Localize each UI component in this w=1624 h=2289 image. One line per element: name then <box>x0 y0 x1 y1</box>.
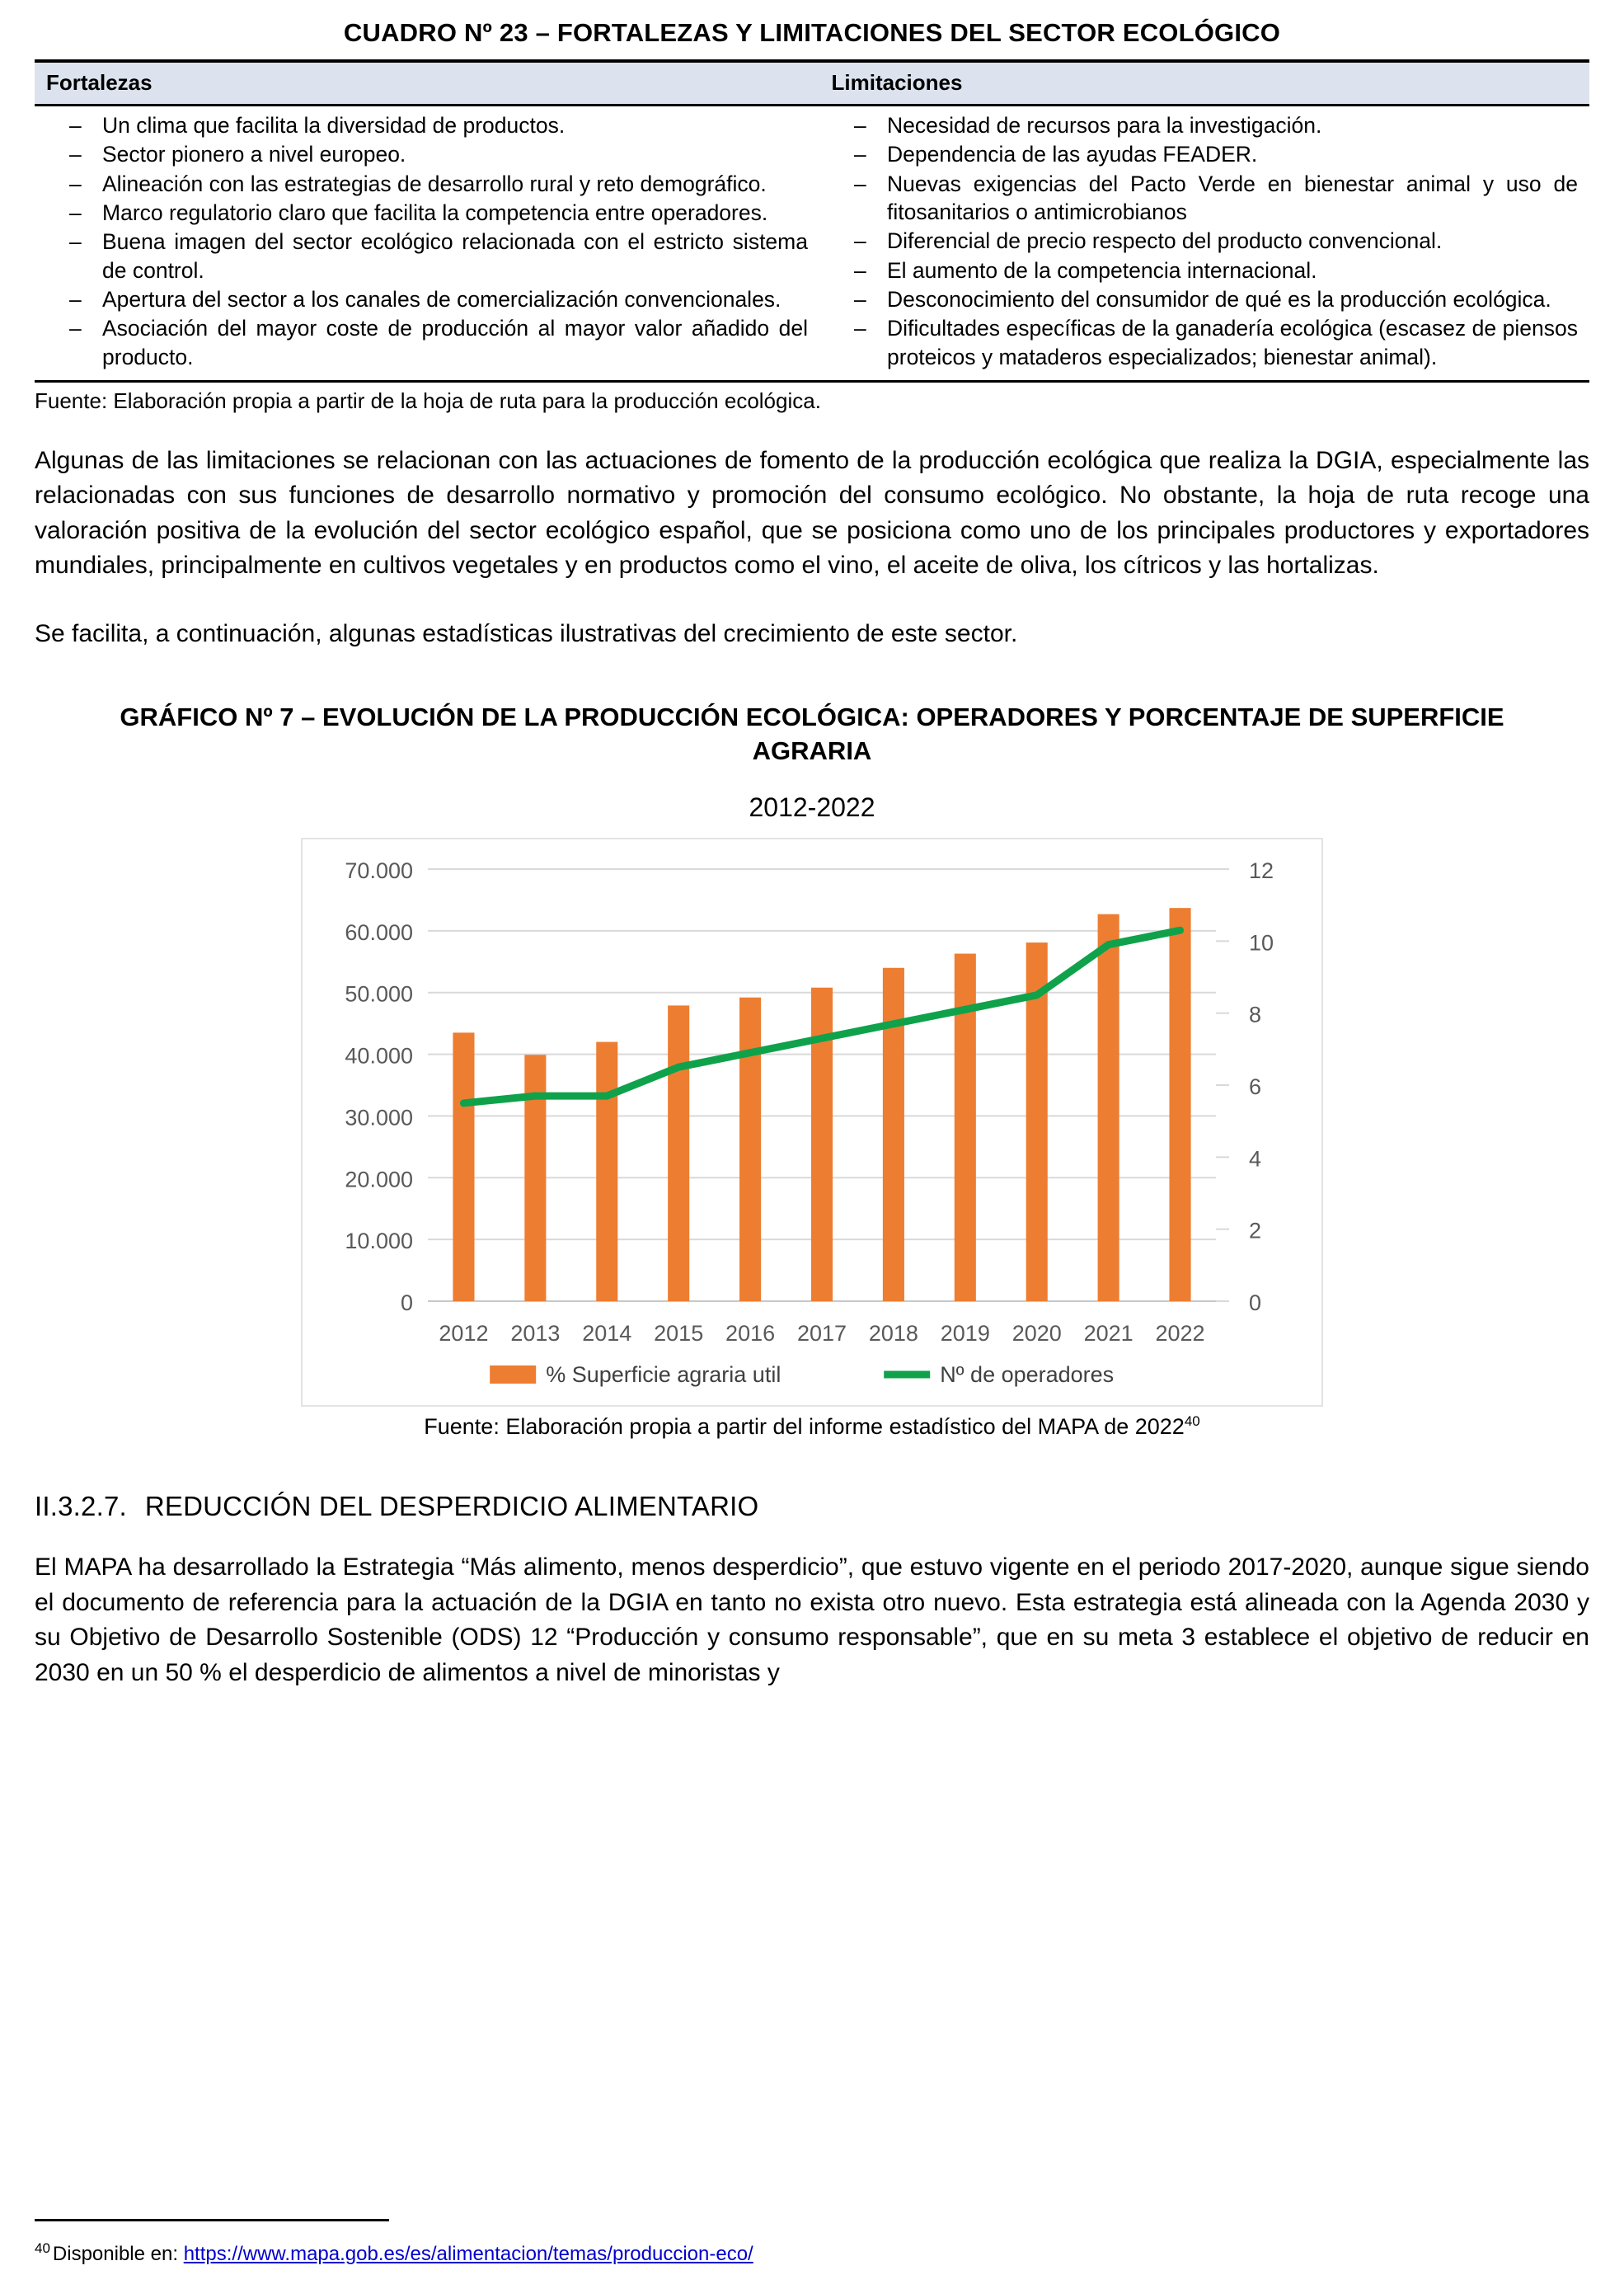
footnote-40 <box>35 2240 1589 2268</box>
footnote-separator <box>35 2219 389 2221</box>
cuadro-title: CUADRO Nº 23 – FORTALEZAS Y LIMITACIONES DEL SECTOR ECOLÓGICO <box>343 18 1281 47</box>
strengths-cell <box>35 106 819 382</box>
combo-chart <box>303 839 1321 1405</box>
footnote-marker: 40 <box>35 2240 50 2256</box>
y-axis-right-tick: 2 <box>1249 1218 1262 1243</box>
section-heading <box>35 1491 1589 1522</box>
limitations-list <box>831 111 1578 371</box>
y-axis-right-tick: 12 <box>1249 858 1274 884</box>
list-item: – Diferencial de precio respecto del producto convencional. <box>831 227 1578 255</box>
list-item: – Un clima que facilita la diversidad de productos. <box>46 111 808 139</box>
bar-2022 <box>1170 908 1191 1301</box>
bar-2015 <box>668 1005 689 1301</box>
list-item: – El aumento de la competencia internacional. <box>831 256 1578 284</box>
strengths-limitations-table <box>35 59 1589 383</box>
bar-2012 <box>453 1032 474 1301</box>
list-item: – Apertura del sector a los canales de comercialización convencionales. <box>46 285 808 313</box>
x-axis-tick-2012: 2012 <box>439 1321 489 1347</box>
y-axis-left-tick: 60.000 <box>345 919 413 945</box>
x-axis-tick-2021: 2021 <box>1083 1321 1134 1347</box>
bar-2018 <box>883 968 904 1301</box>
y-axis-right-tick: 8 <box>1249 1002 1262 1027</box>
table-header-strengths: Fortalezas <box>35 61 819 106</box>
body-text-block <box>35 444 1589 652</box>
chart-source-text: Fuente: Elaboración propia a partir del informe estadístico del MAPA de 2022 <box>424 1414 1185 1440</box>
table-source-note: Fuente: Elaboración propia a partir de la hoja de ruta para la producción ecológica. <box>35 388 821 413</box>
section-number: II.3.2.7. <box>35 1491 127 1522</box>
list-item: – Necesidad de recursos para la investigación. <box>831 111 1578 139</box>
list-item: – Buena imagen del sector ecológico relacionada con el estricto sistema de control. <box>46 228 808 284</box>
grafico-title: GRÁFICO Nº 7 – EVOLUCIÓN DE LA PRODUCCIÓN ECOLÓGICA: OPERADORES Y PORCENTAJE DE SUPERFICIE AGRARIA <box>120 702 1504 765</box>
footnote-label: Disponible en: <box>52 2242 179 2265</box>
y-axis-left-tick: 70.000 <box>345 858 413 884</box>
table-header-limitations: Limitaciones <box>819 61 1589 106</box>
list-item: – Marco regulatorio claro que facilita la competencia entre operadores. <box>46 199 808 227</box>
y-axis-left-tick: 50.000 <box>345 981 413 1007</box>
y-axis-left-tick: 30.000 <box>345 1105 413 1130</box>
x-axis-tick-2020: 2020 <box>1011 1321 1062 1347</box>
paragraph-1: Algunas de las limitaciones se relacionan con las actuaciones de fomento de la producción ecológica que realiza la DGIA, especialmente las relacionadas con sus funciones de desarrollo normativo y promoción del consumo ecológico. No obstante, la hoja de ruta recoge una valoración positiva de la evolución del sector ecológico español, que se posiciona como uno de los principales productores y exportadores mundiales, principalmente en cultivos vegetales y en productos como el vino, el aceite de oliva, los cítricos y las hortalizas. <box>35 446 1589 580</box>
y-axis-right-tick: 10 <box>1249 930 1274 956</box>
x-axis-tick-2022: 2022 <box>1155 1321 1205 1347</box>
paragraph-2: Se facilita, a continuación, algunas estadísticas ilustrativas del crecimiento de este sector. <box>35 619 1018 647</box>
y-axis-right-tick: 0 <box>1249 1290 1262 1316</box>
list-item: – Dificultades específicas de la ganadería ecológica (escasez de piensos proteicos y mataderos especializados; bienestar animal). <box>831 314 1578 371</box>
section-block <box>35 1491 1589 1690</box>
legend-label-2: Nº de operadores <box>940 1362 1115 1388</box>
table-header-row <box>35 61 1589 106</box>
chart-source-note <box>35 1413 1589 1440</box>
bar-2021 <box>1098 914 1119 1301</box>
chart-source-footnote-marker: 40 <box>1184 1413 1200 1430</box>
y-axis-right-tick: 6 <box>1249 1074 1262 1100</box>
table-row <box>35 106 1589 382</box>
list-item: – Asociación del mayor coste de producción al mayor valor añadido del producto. <box>46 314 808 371</box>
grafico-period: 2012-2022 <box>749 792 875 823</box>
paragraph-3: El MAPA ha desarrollado la Estrategia “Más alimento, menos desperdicio”, que estuvo vigente en el periodo 2017-2020, aunque sigue siendo el documento de referencia para la actuación de la DGIA en tanto no exista otro nuevo. Esta estrategia está alineada con la Agenda 2030 y su Objetivo de Desarrollo Sostenible (ODS) 12 “Producción y consumo responsable”, que en su meta 3 establece el objetivo de reducir en 2030 en un 50 % el desperdicio de alimentos a nivel de minoristas y <box>35 1553 1589 1686</box>
limitations-cell <box>819 106 1589 382</box>
footnote-link[interactable]: https://www.mapa.gob.es/es/alimentacion/temas/produccion-eco/ <box>183 2242 753 2265</box>
chart-container <box>301 838 1323 1407</box>
y-axis-left-tick: 10.000 <box>345 1229 413 1254</box>
x-axis-tick-2015: 2015 <box>654 1321 704 1347</box>
list-item: – Alineación con las estrategias de desarrollo rural y reto demográfico. <box>46 170 808 198</box>
x-axis-tick-2018: 2018 <box>868 1321 918 1347</box>
y-axis-right-tick: 4 <box>1249 1146 1262 1172</box>
legend-swatch-bar <box>490 1365 536 1384</box>
list-item: – Nuevas exigencias del Pacto Verde en bienestar animal y uso de fitosanitarios o antimicrobianos <box>831 170 1578 227</box>
list-item: – Dependencia de las ayudas FEADER. <box>831 140 1578 168</box>
y-axis-left-tick: 20.000 <box>345 1167 413 1192</box>
y-axis-left-tick: 40.000 <box>345 1043 413 1069</box>
x-axis-tick-2019: 2019 <box>940 1321 990 1347</box>
bar-2014 <box>596 1042 617 1301</box>
strengths-list <box>46 111 808 371</box>
legend-label-1: % Superficie agraria util <box>546 1362 781 1388</box>
x-axis-tick-2016: 2016 <box>725 1321 776 1347</box>
bar-2013 <box>524 1055 546 1301</box>
bar-2016 <box>739 998 761 1301</box>
x-axis-tick-2013: 2013 <box>510 1321 561 1347</box>
x-axis-tick-2014: 2014 <box>582 1321 632 1347</box>
footnote-area <box>35 2219 1589 2268</box>
list-item: – Sector pionero a nivel europeo. <box>46 140 808 168</box>
section-title: REDUCCIÓN DEL DESPERDICIO ALIMENTARIO <box>144 1491 759 1522</box>
x-axis-tick-2017: 2017 <box>796 1321 847 1347</box>
list-item: – Desconocimiento del consumidor de qué es la producción ecológica. <box>831 285 1578 313</box>
y-axis-left-tick: 0 <box>400 1290 413 1316</box>
